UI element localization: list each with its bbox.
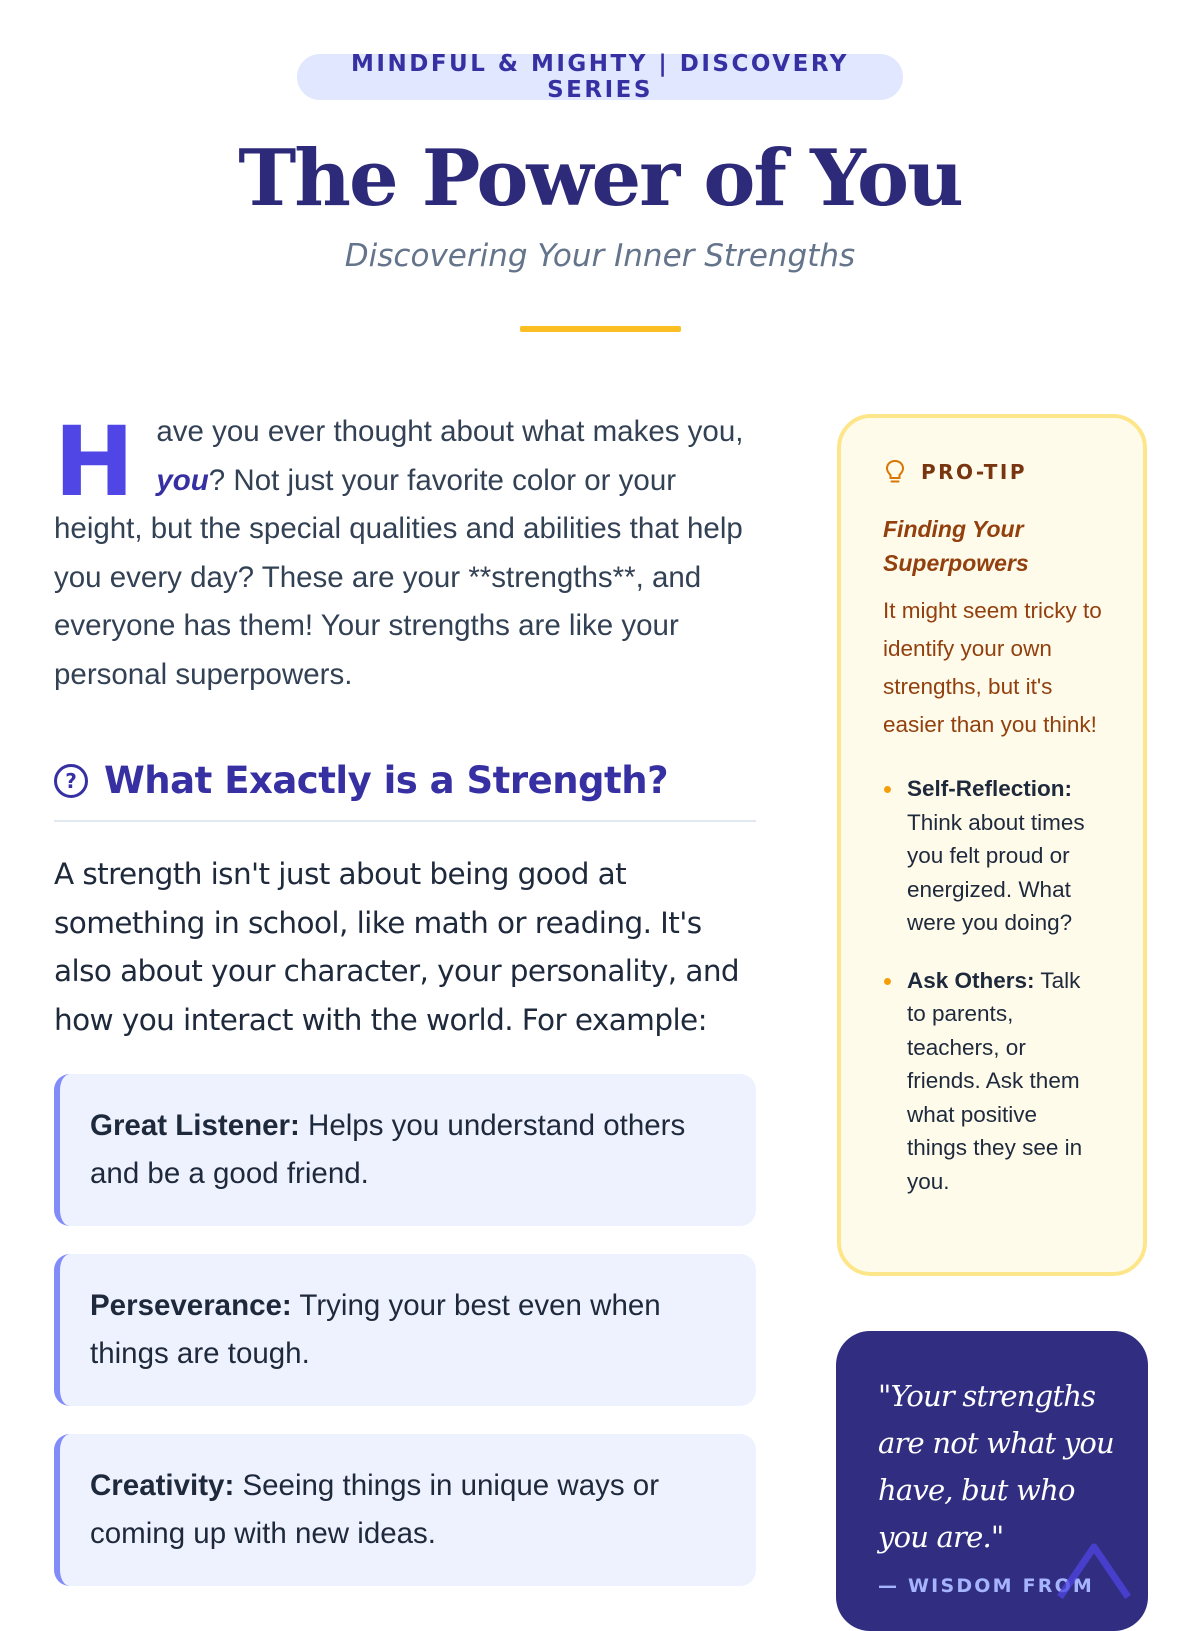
example-card <box>54 1254 756 1406</box>
pro-tip-label-text: PRO-TIP <box>921 460 1028 484</box>
intro-paragraph <box>54 408 756 699</box>
example-desc: Trying your best even when things are tough. <box>90 1289 661 1370</box>
main-content <box>54 408 756 1614</box>
quote-attribution: — WISDOM FROM <box>878 1575 1095 1597</box>
drop-cap: H <box>54 406 135 518</box>
intro-emphasis: you <box>156 463 209 497</box>
list-item <box>883 964 1103 1199</box>
example-desc: Helps you understand others and be a good friend. <box>90 1109 686 1190</box>
pro-tip-card <box>837 414 1147 1276</box>
pro-tip-text: It might seem tricky to identify your own strengths, but it's easier than you think! <box>883 598 1102 737</box>
intro-text-2: ? Not just your favorite color or your height, but the special qualities and abilities that help you every day? These are your **strengths**, and everyone has them! Your strengths are like your personal superpowers. <box>54 463 743 691</box>
example-card <box>54 1074 756 1226</box>
example-list <box>54 1074 756 1586</box>
tip-term: Ask Others: <box>907 967 1035 993</box>
pro-tip-list <box>883 772 1103 1198</box>
example-term: Great Listener: <box>90 1109 300 1142</box>
intro-text-1: ave you ever thought about what makes you, <box>156 415 744 448</box>
pro-tip-label <box>883 458 1103 486</box>
section-heading <box>54 759 756 822</box>
question-circle-icon: ? <box>54 764 88 798</box>
series-badge: MINDFUL & MIGHTY | DISCOVERY SERIES <box>297 54 903 100</box>
tip-term: Self-Reflection: <box>907 776 1073 801</box>
pro-tip-heading: Finding Your Superpowers <box>883 516 1029 576</box>
page-title: The Power of You <box>238 133 962 224</box>
section-body: A strength isn't just about being good at something in school, like math or reading. It's also about your character, your personality, and how you interact with the world. For example: <box>54 857 740 1037</box>
mountain-icon <box>1054 1527 1134 1607</box>
example-term: Perseverance: <box>90 1289 292 1322</box>
title-divider <box>520 326 681 332</box>
tip-desc: Think about times you felt proud or energized. What were you doing? <box>907 809 1085 935</box>
example-term: Creativity: <box>90 1469 235 1502</box>
example-card <box>54 1434 756 1586</box>
section-title: What Exactly is a Strength? <box>104 759 669 802</box>
page-subtitle: Discovering Your Inner Strengths <box>344 238 856 274</box>
quote-text: "Your strengths are not what you have, but who you are." <box>878 1379 1114 1554</box>
list-item <box>883 772 1103 940</box>
tip-desc: Talk to parents, teachers, or friends. Ask them what positive things they see in you. <box>907 967 1083 1194</box>
quote-card <box>836 1331 1148 1631</box>
example-desc: Seeing things in unique ways or coming up with new ideas. <box>90 1469 660 1550</box>
lightbulb-icon <box>883 458 907 486</box>
